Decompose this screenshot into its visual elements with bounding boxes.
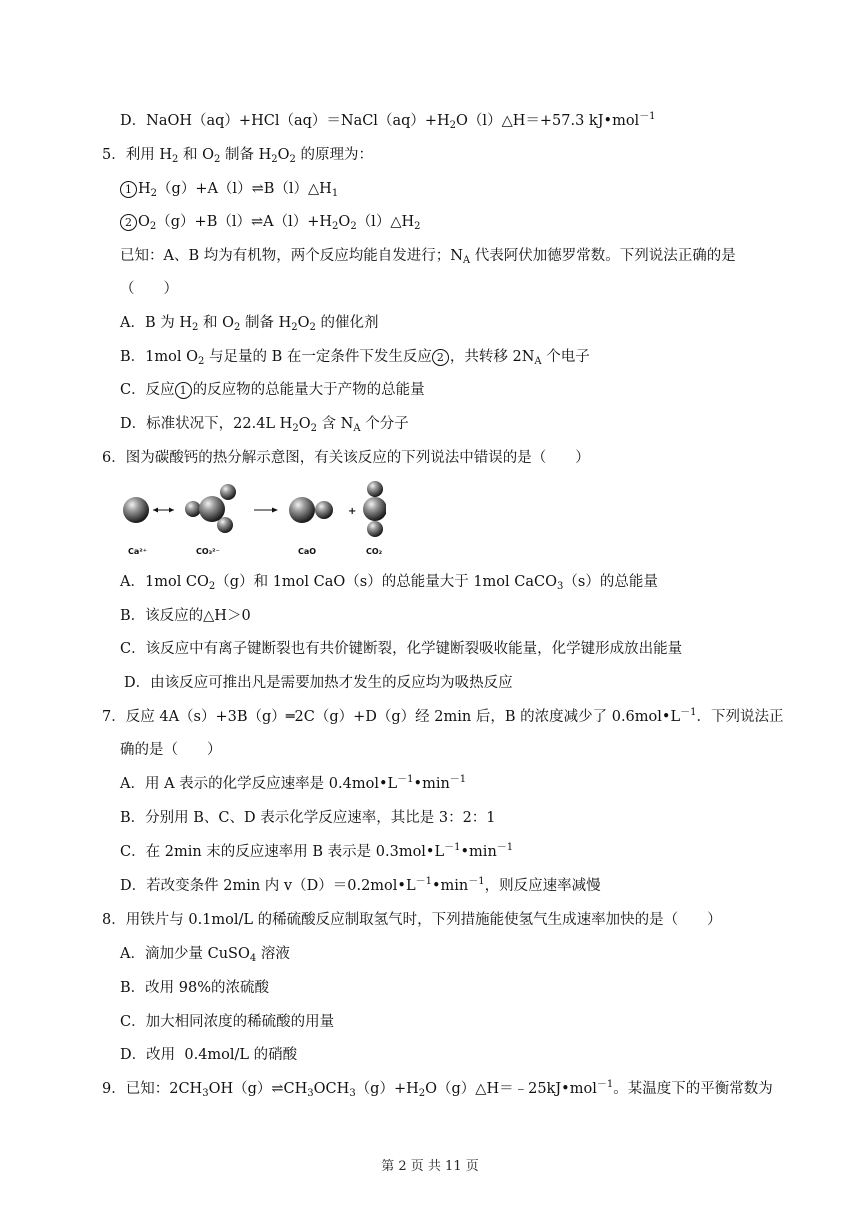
circled-number: 1 — [120, 181, 137, 198]
subscript: 2 — [289, 154, 296, 165]
q5-stem — [102, 145, 373, 165]
text: 反应 4A（s）+3B（g）═2C（g）+D（g）经 2min 后，B 的浓度减少了 0.6mol•L — [125, 709, 681, 725]
oxygen-ball — [315, 501, 333, 519]
subscript: 2 — [418, 1088, 426, 1099]
text: 改用 98%的浓硫酸 — [145, 980, 269, 996]
q5-option-d — [120, 414, 409, 434]
text: •min — [413, 776, 450, 792]
text: 已知：2CH — [125, 1081, 203, 1097]
oxygen-ball — [220, 484, 236, 500]
q5-option-a — [120, 313, 379, 333]
q7-option-b — [120, 808, 496, 828]
q5-answer-paren: （ ） — [120, 281, 178, 297]
q7-option-d — [120, 876, 601, 896]
text: O — [338, 214, 351, 230]
question-number: 6． — [102, 450, 126, 466]
q6-option-b — [120, 606, 251, 626]
carbon-ball — [199, 496, 225, 522]
text: 与足量的 B 在一定条件下发生反应 — [204, 349, 432, 365]
subscript: 2 — [150, 188, 158, 199]
circled-number: 2 — [432, 349, 449, 366]
ca-ion-ball — [123, 497, 149, 523]
text: （g）+B（l）⇌A（l）+H — [156, 214, 333, 230]
option-letter: C． — [120, 382, 146, 398]
text: （g）+H — [355, 1081, 419, 1097]
text: 1mol O — [145, 349, 198, 365]
text: 改用 0.4mol/L 的硝酸 — [146, 1047, 298, 1063]
text: 溶液 — [256, 946, 290, 962]
option-letter: B． — [120, 980, 146, 996]
option-letter: D． — [120, 416, 147, 432]
question-number: 7． — [102, 709, 126, 725]
q7-option-a — [120, 774, 466, 794]
q5-option-b — [120, 347, 590, 367]
text: 用 A 表示的化学反应速率是 0.4mol•L — [144, 776, 398, 792]
q7-stem-line1 — [102, 707, 783, 727]
q5-known — [120, 246, 736, 266]
subscript: 2 — [149, 221, 157, 232]
text: 由该反应可推出凡是需要加热才发生的反应均为吸热反应 — [150, 675, 513, 691]
text: 用铁片与 0.1mol/L 的稀硫酸反应制取氢气时，下列措施能使氢气生成速率加快的是（ ） — [125, 912, 722, 928]
subscript: 2 — [208, 581, 216, 592]
text: •min — [431, 878, 469, 894]
co3-label: CO₃²⁻ — [196, 547, 220, 556]
subscript: A — [353, 423, 361, 434]
q8-option-d — [120, 1045, 297, 1065]
option-letter: A． — [120, 776, 145, 792]
text: 滴加少量 CuSO — [144, 946, 250, 962]
text: 个分子 — [360, 416, 409, 432]
q5-reaction-2 — [120, 212, 421, 232]
subscript: 2 — [198, 356, 205, 367]
option-letter: C． — [120, 844, 146, 860]
q6-option-a — [120, 572, 658, 592]
option-letter: A． — [120, 574, 145, 590]
subscript: 3 — [202, 1088, 209, 1099]
text: 反应 — [145, 382, 175, 398]
text: O（l）△H＝+57.3 kJ•mol — [456, 113, 640, 129]
arrow-head — [153, 508, 158, 513]
text: 和 O — [198, 315, 234, 331]
text: •min — [460, 844, 497, 860]
option-letter: D． — [120, 113, 147, 129]
superscript: －1 — [444, 842, 461, 853]
text: 制备 H — [240, 315, 292, 331]
circled-number: 1 — [175, 382, 192, 399]
option-letter: D． — [120, 878, 147, 894]
text: 1mol CO — [144, 574, 209, 590]
oxygen-ball — [367, 521, 383, 537]
text: 该反应中有离子键断裂也有共价键断裂，化学键断裂吸收能量，化学键形成放出能量 — [145, 641, 683, 657]
subscript: 2 — [309, 322, 316, 333]
text: O — [297, 315, 310, 331]
text: （g）+A（l）⇌B（l）△H — [157, 181, 332, 197]
text: 的催化剂 — [315, 315, 379, 331]
text: ，共转移 2N — [449, 349, 535, 365]
superscript: －1 — [397, 774, 414, 785]
superscript: －1 — [639, 111, 656, 122]
q8-option-c — [120, 1012, 334, 1032]
text: 的原理为： — [295, 147, 373, 163]
arrow-head — [169, 508, 174, 513]
cao-label: CaO — [298, 547, 317, 556]
superscript: －1 — [449, 774, 467, 785]
oxygen-ball — [367, 481, 383, 497]
text: 个电子 — [541, 349, 590, 365]
option-letter: D． — [124, 675, 151, 691]
subscript: 2 — [234, 322, 241, 333]
oxygen-ball — [185, 501, 201, 517]
ca-label: Ca²⁺ — [128, 547, 147, 556]
subscript: 2 — [192, 322, 199, 333]
subscript: 2 — [449, 120, 457, 131]
option-letter: D． — [120, 1047, 147, 1063]
subscript: 2 — [172, 154, 179, 165]
text: 利用 H — [125, 147, 172, 163]
q6-option-c — [120, 639, 682, 659]
text: ，则反应速率减慢 — [484, 878, 601, 894]
text: 制备 H — [220, 147, 272, 163]
q5-reaction-1 — [120, 179, 338, 199]
q6-stem — [102, 448, 590, 468]
text: O — [298, 416, 311, 432]
subscript: 2 — [213, 154, 221, 165]
text: OCH — [313, 1081, 350, 1097]
text: 含 N — [316, 416, 354, 432]
co2-label: CO₂ — [366, 547, 383, 556]
page-footer: 第 2 页 共 11 页 — [381, 1159, 479, 1174]
option-letter: A． — [120, 315, 145, 331]
text: O — [138, 214, 150, 230]
q7-stem-line2: 确的是（ ） — [120, 742, 222, 758]
option-letter: C． — [120, 641, 146, 657]
text: 加大相同浓度的稀硫酸的用量 — [145, 1014, 335, 1030]
text: 分别用 B、C、D 表示化学反应速率，其比是 3：2：1 — [145, 810, 496, 826]
circled-number: 2 — [120, 214, 137, 231]
superscript: －1 — [415, 876, 432, 887]
subscript: 2 — [414, 221, 421, 232]
q4-option-d — [120, 111, 656, 131]
text: 在 2min 末的反应速率用 B 表示是 0.3mol•L — [145, 844, 445, 860]
subscript: 2 — [271, 154, 278, 165]
text: 标准状况下，22.4L H — [146, 416, 293, 432]
subscript: 1 — [331, 188, 339, 199]
text: 代表阿伏加德罗常数。下列说法正确的是 — [470, 248, 736, 264]
superscript: －1 — [496, 842, 514, 853]
text: （l）△H — [356, 214, 415, 230]
text: OH（g）⇌CH — [208, 1081, 308, 1097]
q8-option-a — [120, 944, 290, 964]
option-letter: B． — [120, 349, 146, 365]
subscript: 3 — [557, 581, 564, 592]
calcium-carbonate-decomposition-diagram — [116, 478, 386, 560]
text: O（g）△H＝﹣25kJ•mol — [425, 1081, 597, 1097]
q7-option-c — [120, 842, 513, 862]
subscript: 3 — [307, 1088, 314, 1099]
text: 若改变条件 2min 内 v（D）＝0.2mol•L — [146, 878, 416, 894]
subscript: A — [534, 356, 542, 367]
text: （s）的总能量 — [563, 574, 658, 590]
option-letter: B． — [120, 810, 146, 826]
subscript: 2 — [292, 423, 299, 434]
q6-option-d — [124, 673, 513, 693]
text: H — [138, 181, 151, 197]
subscript: 3 — [349, 1088, 356, 1099]
subscript: 2 — [350, 221, 357, 232]
text: 图为碳酸钙的热分解示意图，有关该反应的下列说法中错误的是（ ） — [125, 450, 590, 466]
text: 和 O — [178, 147, 214, 163]
q8-option-b — [120, 978, 269, 998]
ca-ball — [289, 497, 315, 523]
subscript: 4 — [249, 953, 257, 964]
q5-option-c — [120, 380, 425, 400]
text: B 为 H — [144, 315, 193, 331]
superscript: －1 — [680, 707, 697, 718]
subscript: A — [462, 255, 471, 266]
carbon-ball — [363, 497, 386, 521]
subscript: 2 — [310, 423, 317, 434]
question-number: 9． — [102, 1081, 126, 1097]
subscript: 2 — [291, 322, 298, 333]
reaction-arrow-head — [272, 508, 278, 513]
option-letter: B． — [120, 608, 146, 624]
text: 该反应的△H＞0 — [145, 608, 251, 624]
text: ．下列说法正 — [696, 709, 784, 725]
superscript: －1 — [596, 1079, 614, 1090]
option-letter: C． — [120, 1014, 146, 1030]
q8-stem — [102, 910, 722, 930]
text: NaOH（aq）+HCl（aq）＝NaCl（aq）+H — [146, 113, 450, 129]
text: O — [277, 147, 290, 163]
subscript: 2 — [332, 221, 339, 232]
question-number: 8． — [102, 912, 126, 928]
text: （g）和 1mol CaO（s）的总能量大于 1mol CaCO — [215, 574, 557, 590]
text: 已知：A、B 均为有机物，两个反应均能自发进行；N — [120, 248, 463, 264]
text: 的反应物的总能量大于产物的总能量 — [192, 382, 425, 398]
text: 。某温度下的平衡常数为 — [613, 1081, 773, 1097]
question-number: 5． — [102, 147, 126, 163]
option-letter: A． — [120, 946, 145, 962]
plus-sign: + — [348, 506, 357, 517]
superscript: －1 — [468, 876, 485, 887]
q9-stem — [102, 1079, 773, 1099]
